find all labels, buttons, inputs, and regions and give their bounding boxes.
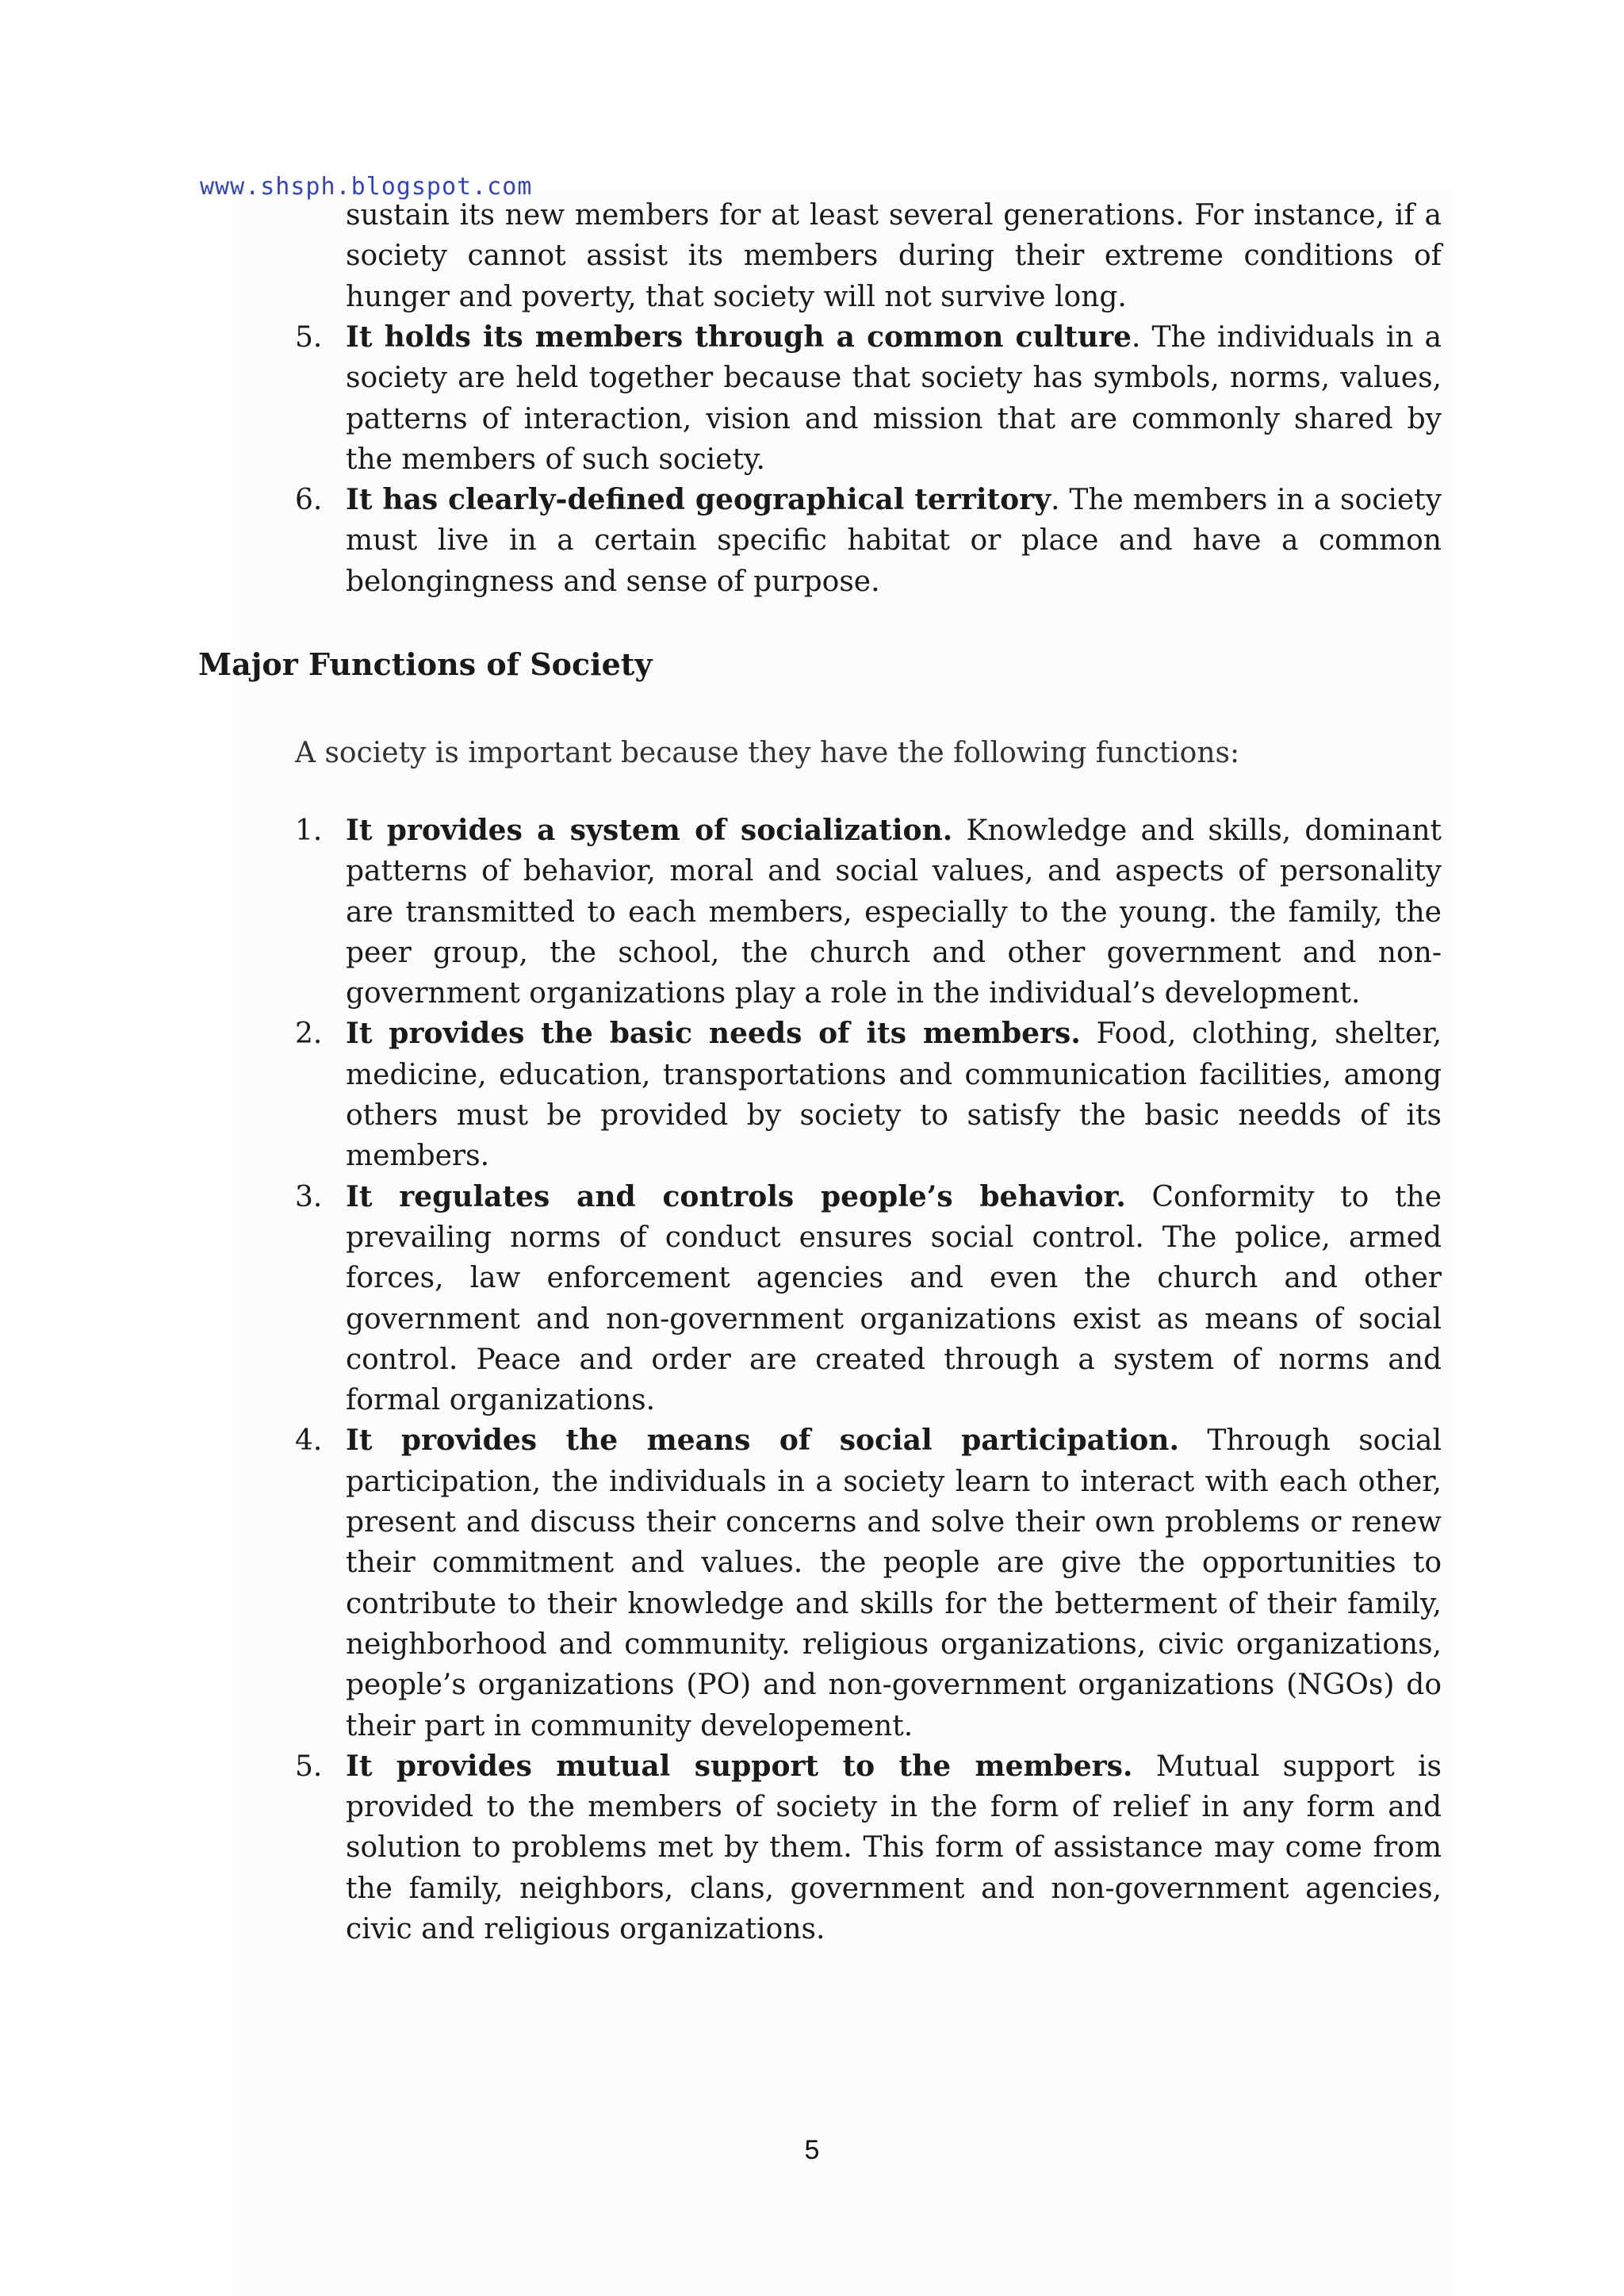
section-intro: A society is important because they have the following functions: (295, 737, 1240, 769)
list-item-number: 5. (295, 1750, 323, 1783)
list-item (295, 1420, 1442, 1746)
list-item-number: 4. (295, 1424, 323, 1458)
characteristics-list (295, 317, 1442, 602)
list-item (295, 1746, 1442, 1949)
list-item-lead: It provides a system of socialization. (346, 814, 953, 847)
list-item (295, 1177, 1442, 1421)
list-item (295, 317, 1442, 480)
list-item (295, 1014, 1442, 1176)
list-item-number: 6. (295, 484, 323, 517)
list-item-text: Through social participation, the individuals in a society learn to interact with each other, present and discuss their concerns and solve their own problems or renew their commitment and values. the people are give the opportunities to contribute to their knowledge and skills for the betterment of their family, neighborhood and community. religious organizations, civic organizations, people’s organizations (PO) and non-government organizations (NGOs) do their part in community developement. (346, 1424, 1442, 1742)
list-item-number: 2. (295, 1018, 323, 1051)
list-item-text: . The individuals in a society are held together because that society has symbols, norms, values, patterns of interaction, vision and mission that are commonly shared by the members of such society. (346, 321, 1442, 476)
list-item-number: 1. (295, 815, 323, 847)
list-item-number: 5. (295, 321, 323, 354)
functions-list (295, 811, 1442, 1949)
list-item-lead: It regulates and controls people’s behavior. (346, 1179, 1126, 1213)
list-item-lead: It holds its members through a common culture (346, 320, 1132, 354)
list-item (295, 480, 1442, 602)
list-item-text: Knowledge and skills, dominant patterns of behavior, moral and social values, and aspects of personality are transmitted to each members, especially to the young. the family, the peer group, the school, the church and other government and non-government organizations play a role in the individual’s development. (346, 815, 1442, 1010)
list-item-number: 3. (295, 1180, 323, 1213)
list-item (295, 811, 1442, 1014)
list-item-text: Mutual support is provided to the members of society in the form of relief in any form and solution to problems met by them. This form of assistance may come from the family, neighbors, clans, government and non-government agencies, civic and religious organizations. (346, 1750, 1442, 1946)
list-item-lead: It provides mutual support to the members. (346, 1749, 1133, 1783)
list-item-lead: It provides the basic needs of its members. (346, 1017, 1081, 1051)
list-item-text: Food, clothing, shelter, medicine, education, transportations and communication facilities, among others must be provided by society to satisfy the basic needds of its members. (346, 1018, 1442, 1173)
list-item-text: . The members in a society must live in a certain specific habitat or place and have a common belongingness and sense of purpose. (346, 484, 1442, 598)
section-heading: Major Functions of Society (198, 646, 653, 682)
page-number: 5 (804, 2135, 820, 2165)
list-item-lead: It provides the means of social participation. (346, 1424, 1179, 1458)
watermark-link[interactable]: www.shsph.blogspot.com (200, 173, 533, 201)
list-item-lead: It has clearly-defined geographical territory (346, 483, 1051, 517)
continuation-paragraph: sustain its new members for at least several generations. For instance, if a society cannot assist its members during their extreme conditions of hunger and poverty, that society will not survive long. (346, 199, 1442, 313)
list-item-text: Conformity to the prevailing norms of conduct ensures social control. The police, armed forces, law enforcement agencies and even the church and other government and non-government organizations exist as means of social control. Peace and order are created through a system of norms and formal organizations. (346, 1180, 1442, 1417)
